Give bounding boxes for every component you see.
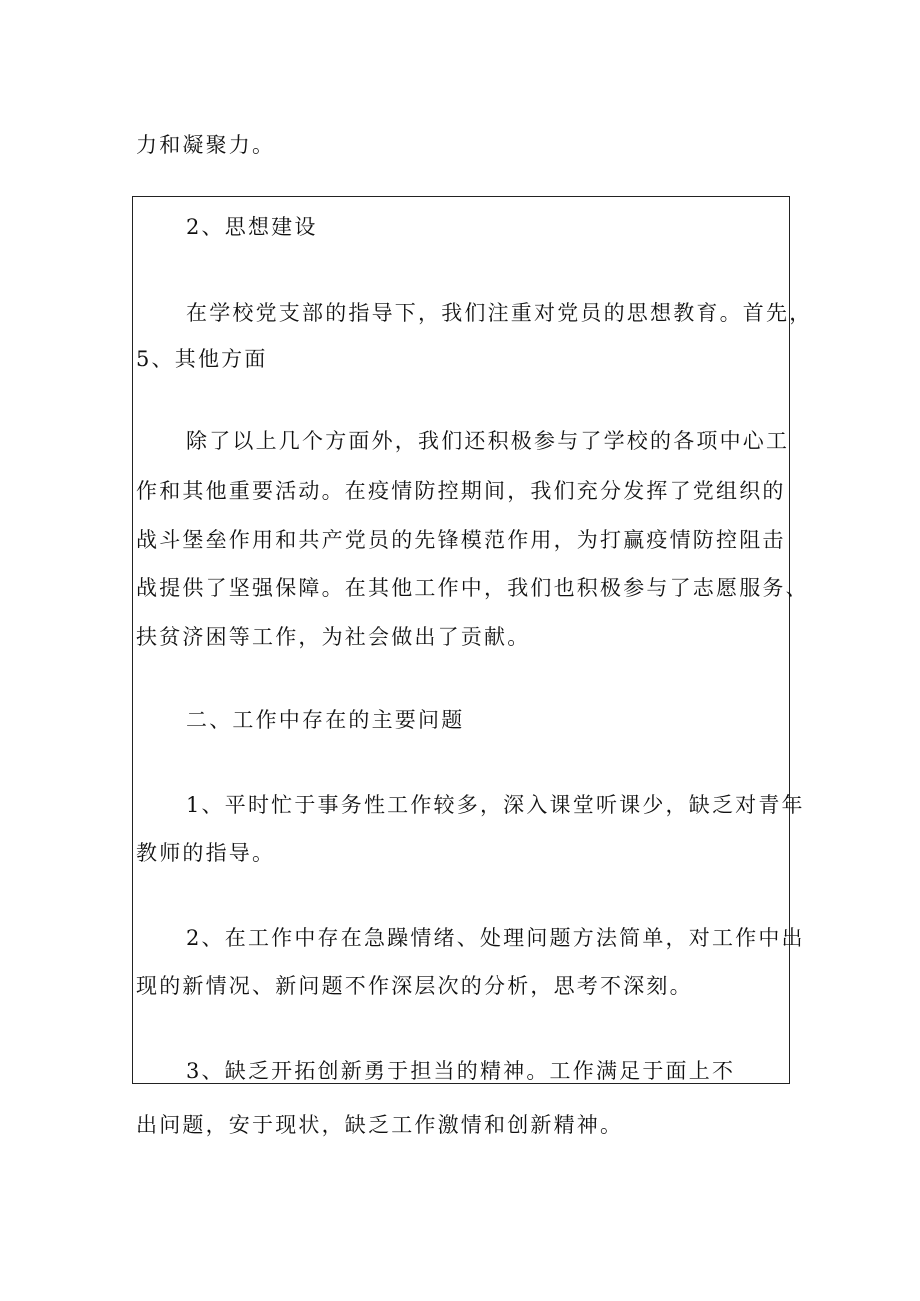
paragraph-ideological-education: 在学校党支部的指导下，我们注重对党员的思想教育。首先，: [186, 301, 813, 325]
heading-ideological-building: 2、思想建设: [186, 215, 318, 239]
problem-item-1-line-2: 教师的指导。: [136, 841, 276, 865]
paragraph-other-aspects-line-4: 战提供了坚强保障。在其他工作中，我们也积极参与了志愿服务、: [136, 576, 809, 600]
section-title-main-problems: 二、工作中存在的主要问题: [186, 708, 465, 732]
paragraph-other-aspects-line-2: 作和其他重要活动。在疫情防控期间，我们充分发挥了党组织的: [136, 479, 786, 503]
problem-item-2-line-2: 现的新情况、新问题不作深层次的分析，思考不深刻。: [136, 974, 693, 998]
problem-item-2-line-1: 2、在工作中存在急躁情绪、处理问题方法简单，对工作中出: [186, 926, 805, 950]
top-continuation-text: 力和凝聚力。: [136, 133, 276, 157]
bottom-continuation-text: 出问题，安于现状，缺乏工作激情和创新精神。: [136, 1113, 624, 1137]
problem-item-3-line-1: 3、缺乏开拓创新勇于担当的精神。工作满足于面上不: [186, 1059, 736, 1083]
paragraph-other-aspects-line-5: 扶贫济困等工作，为社会做出了贡献。: [136, 625, 531, 649]
paragraph-other-aspects-line-3: 战斗堡垒作用和共产党员的先锋模范作用，为打赢疫情防控阻击: [136, 528, 786, 552]
problem-item-1-line-1: 1、平时忙于事务性工作较多，深入课堂听课少，缺乏对青年: [186, 793, 805, 817]
paragraph-other-aspects-line-1: 除了以上几个方面外，我们还积极参与了学校的各项中心工: [186, 429, 790, 453]
heading-other-aspects: 5、其他方面: [136, 347, 268, 371]
